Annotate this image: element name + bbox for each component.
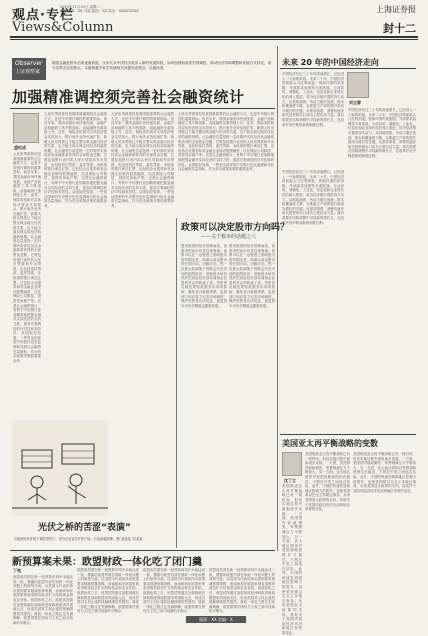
eu-headline: 新预算案未果：欧盟财政一体化吃了闭门羹	[12, 557, 202, 568]
observer-badge	[12, 58, 46, 80]
eu-body-col-1: 欧盟成员国在新一轮预算谈判中未能达成一致，暴露出欧盟内部在财政一体化问题上的深刻分歧。以英国为代表的净出资国要求削减预算规模，而南欧和东欧国家则希望维持甚至扩大结构基金和农业补贴。欧债危机之后，欧盟试图通过加强财政纪律和推进财政联盟来巩固欧元区，但成员国对主权让渡的抵触情绪依然强烈。财政一体化之路注定充满荆棘，欧盟需要在团结与主权之间寻找新的平衡点。	[13, 575, 73, 625]
observer-badge-en: Observer	[15, 60, 43, 67]
us-asia-rule	[280, 434, 416, 435]
eu-body-col-2: 欧盟成员国在新一轮预算谈判中未能达成一致，暴露出欧盟内部在财政一体化问题上的深刻分歧。以英国为代表的净出资国要求削减预算规模，而南欧和东欧国家则希望维持甚至扩大结构基金和农业补贴。欧债危机之后，欧盟试图通过加强财政纪律和推进财政联盟来巩固欧元区，但成员国对主权让渡的抵触情绪依然强烈。财政一体化之路注定充满荆棘，欧盟需要在团结与主权之间寻找新的平衡点。	[77, 568, 139, 614]
china-headline: 未来 20 年的中国经济走向	[282, 58, 379, 67]
header-meta	[60, 5, 170, 13]
author-portrait	[347, 72, 369, 98]
observer-body-col-3: 人民币贷款曾经是我国最重要的社会融资方式，也是中央银行调控的重要指标。但近年来，我国金融市场快速发展，金融产品和融资工具不断创新，直接融资比重持续上升，证券、保险类机构对实体经济资金支持加大，银行表外业务迅速扩张，新增人民币贷款已不能完整反映金融与经济的关系，也不能全面反映实体经济的融资规模。社会融资总量是指一定时期内实体经济从金融体系获得的全部资金总额，它既包括银行表内的人民币贷款和外币贷款，也包括信托贷款、委托贷款、未贴现的银行承兑汇票，还包括企业债券和非金融企业境内股票融资，以及保险公司赔偿、投资性房地产等。完善社会融资统计，有利于中央银行更加精准地把握金融对实体经济的支持力度，提高宏观调控的针对性和有效性。从国际经验看，一些发达国家的中央银行也在监测和分析社会融资总量指标，作为货币政策决策的重要参考。	[178, 112, 274, 172]
us-asia-headline: 美国亚太再平衡战略的变数	[282, 439, 378, 448]
us-asia-body-col-2: 美国推进亚太再平衡战略已有一段时间，但其实施过程中面临诸多变数。一方面，美国国内财政紧张，军费削减压力不断加大；另一方面，亚太地区国家对美国战略意图存在疑虑，不愿在中美之间选边站队。此外，中国的快速发展和地区影响力的提升，也使美国难以完全主导地区事务。未来美国亚太政策的走向，将取决于其国内政治经济状况和地区形势的变化。	[353, 452, 416, 493]
cartoon-caption: 光伏之桥的苦涩“表演”	[38, 523, 131, 533]
header-meta-line: 责任编辑：XX 马骁 版面：XX 电话：XXXXXXXX	[60, 9, 139, 13]
observer-badge-cn: 上证观察家	[15, 69, 41, 75]
column-divider	[277, 46, 278, 551]
eu-body-col-3: 欧盟成员国在新一轮预算谈判中未能达成一致，暴露出欧盟内部在财政一体化问题上的深刻分歧。以英国为代表的净出资国要求削减预算规模，而南欧和东欧国家则希望维持甚至扩大结构基金和农业补贴。欧债危机之后，欧盟试图通过加强财政纪律和推进财政联盟来巩固欧元区，但成员国对主权让渡的抵触情绪依然强烈。财政一体化之路注定充满荆棘，欧盟需要在团结与主权之间寻找新的平衡点。	[143, 568, 205, 614]
observer-headline: 加强精准调控须完善社会融资统计	[12, 88, 245, 106]
author-portrait	[282, 452, 302, 476]
china-rule	[280, 68, 416, 69]
author-name: 刘元春	[349, 100, 361, 105]
author-name: 丁纯	[13, 568, 21, 573]
header-rule	[10, 36, 418, 38]
observer-body-col-0: 人民币贷款曾经是我国最重要的社会融资方式，也是中央银行调控的重要指标。但近年来，我国金融市场快速发展，金融产品和融资工具不断创新，直接融资比重持续上升，证券、保险类机构对实体经济资金支持加大，银行表外业务迅速扩张，新增人民币贷款已不能完整反映金融与经济的关系，也不能全面反映实体经济的融资规模。社会融资总量是指一定时期内实体经济从金融体系获得的全部资金总额，它既包括银行表内的人民币贷款和外币贷款，也包括信托贷款、委托贷款、未贴现的银行承兑汇票，还包括企业债券和非金融企业境内股票融资，以及保险公司赔偿、投资性房地产等。完善社会融资统计，有利于中央银行更加精准地把握金融对实体经济的支持力度，提高宏观调控的针对性和有效性。从国际经验看，一些发达国家的中央银行也在监测和分析社会融资总量指标，作为货币政策决策的重要参考。	[13, 152, 41, 363]
section-title: 观点·专栏	[12, 8, 74, 23]
editor-note: 随着金融危机冲击的逐渐消退，未来几年中国经济将步入新的发展阶段，如何加强和改善宏观调控，推动经济结构调整和发展方式转变，成为各界关注的焦点。本版特邀专家学者就相关问题发表观点，以飨读者。	[52, 61, 272, 70]
observer-rule	[10, 108, 275, 109]
cartoon-credit: 在欧洲光伏补贴下调的背景下，部分企业盲目扩张产能，行业面临洗牌。图/ 某某某 文/某某	[14, 537, 143, 541]
eu-body-col-4: 欧盟成员国在新一轮预算谈判中未能达成一致，暴露出欧盟内部在财政一体化问题上的深刻分歧。以英国为代表的净出资国要求削减预算规模，而南欧和东欧国家则希望维持甚至扩大结构基金和农业补贴。欧债危机之后，欧盟试图通过加强财政纪律和推进财政联盟来巩固欧元区，但成员国对主权让渡的抵触情绪依然强烈。财政一体化之路注定充满荆棘，欧盟需要在团结与主权之间寻找新的平衡点。	[209, 568, 275, 614]
china-body-col-2: 中国经济经过三十年的高速增长，已经进入一个新的阶段。未来二十年，中国经济将面临人口红利消退、资源环境约束加剧、外部需求放缓等多重挑战。与此同时，城镇化、工业化、信息化和农业现代化的深入推进，将为经济增长提供持久动力。从供给面看，劳动力增长放缓，资本积累速度下降，全要素生产率的提升将成为增长的关键。从需求面看，消费将逐步取代投资和出口成为主要拉动力量。我们需要在结构调整中寻找新的增长点，在改革开放中释放新的制度红利。	[348, 108, 416, 158]
stock-subhead: ——关于救市的话题之六	[201, 234, 257, 240]
china-body-col-1b: 中国经济经过三十年的高速增长，已经进入一个新的阶段。未来二十年，中国经济将面临人口红利消退、资源环境约束加剧、外部需求放缓等多重挑战。与此同时，城镇化、工业化、信息化和农业现代化的深入推进，将为经济增长提供持久动力。从供给面看，劳动力增长放缓，资本积累速度下降，全要素生产率的提升将成为增长的关键。从需求面看，消费将逐步取代投资和出口成为主要拉动力量。我们需要在结构调整中寻找新的增长点，在改革开放中释放新的制度红利。	[282, 170, 344, 225]
china-body-col-1: 中国经济经过三十年的高速增长，已经进入一个新的阶段。未来二十年，中国经济将面临人口红利消退、资源环境约束加剧、外部需求放缓等多重挑战。与此同时，城镇化、工业化、信息化和农业现代化的深入推进，将为经济增长提供持久动力。从供给面看，劳动力增长放缓，资本积累速度下降，全要素生产率的提升将成为增长的关键。从需求面看，消费将逐步取代投资和出口成为主要拉动力量。我们需要在结构调整中寻找新的增长点，在改革开放中释放新的制度红利。	[282, 72, 344, 127]
author-name: 盛松成	[14, 145, 26, 150]
author-name: 沈丁立	[284, 478, 296, 483]
us-asia-body-col-1: 美国推进亚太再平衡战略已有一段时间，但其实施过程中面临诸多变数。一方面，美国国内财政紧张，军费削减压力不断加大；另一方面，亚太地区国家对美国战略意图存在疑虑，不愿在中美之间选边站队。此外，中国的快速发展和地区影响力的提升，也使美国难以完全主导地区事务。未来美国亚太政策的走向，将取决于其国内政治经济状况和地区形势的变化。	[305, 452, 350, 512]
section-title-en: Views&Column	[12, 20, 114, 35]
us-asia-body-col-0: 美国推进亚太再平衡战略已有一段时间，但其实施过程中面临诸多变数。一方面，美国国内财政紧张，军费削减压力不断加大；另一方面，亚太地区国家对美国战略意图存在疑虑，不愿在中美之间选边站队。此外，中国的快速发展和地区影响力的提升，也使美国难以完全主导地区事务。未来美国亚太政策的走向，将取决于其国内政治经济状况和地区形势的变化。	[282, 484, 302, 635]
author-portrait	[13, 113, 39, 143]
page-number: 封十二	[383, 22, 416, 35]
newspaper-logo: 上海证券报	[376, 5, 416, 14]
header-meta-line: 2010年11月30日 星期二	[60, 5, 100, 9]
stock-body-col-1: 股市是国民经济的晴雨表，但股市的运行有其自身规律。政策可以在一定程度上影响股市的短期走势，却难以改变股市的长期方向。回顾历史，每一次重大的政策干预都会引发市场的剧烈波动，但最终市场仍然回归到由经济基本面和企业盈利决定的轨道上来。投资者应理性看待政策对市场的影响，避免盲目追涨杀跌。监管部门则应着力完善市场制度，保护投资者合法权益，促进资本市场长期稳定健康发展。	[181, 244, 227, 308]
footer-label: 版面：XX 美编：X	[186, 616, 246, 623]
eu-rule	[10, 550, 275, 551]
observer-body-col-1: 人民币贷款曾经是我国最重要的社会融资方式，也是中央银行调控的重要指标。但近年来，我国金融市场快速发展，金融产品和融资工具不断创新，直接融资比重持续上升，证券、保险类机构对实体经济资金支持加大，银行表外业务迅速扩张，新增人民币贷款已不能完整反映金融与经济的关系，也不能全面反映实体经济的融资规模。社会融资总量是指一定时期内实体经济从金融体系获得的全部资金总额，它既包括银行表内的人民币贷款和外币贷款，也包括信托贷款、委托贷款、未贴现的银行承兑汇票，还包括企业债券和非金融企业境内股票融资，以及保险公司赔偿、投资性房地产等。完善社会融资统计，有利于中央银行更加精准地把握金融对实体经济的支持力度，提高宏观调控的针对性和有效性。从国际经验看，一些发达国家的中央银行也在监测和分析社会融资总量指标，作为货币政策决策的重要参考。	[44, 112, 107, 208]
header-rule-thin	[10, 39, 418, 40]
cartoon-illustration	[12, 420, 108, 516]
stock-body-col-2: 股市是国民经济的晴雨表，但股市的运行有其自身规律。政策可以在一定程度上影响股市的短期走势，却难以改变股市的长期方向。回顾历史，每一次重大的政策干预都会引发市场的剧烈波动，但最终市场仍然回归到由经济基本面和企业盈利决定的轨道上来。投资者应理性看待政策对市场的影响，避免盲目追涨杀跌。监管部门则应着力完善市场制度，保护投资者合法权益，促进资本市场长期稳定健康发展。	[229, 244, 275, 308]
observer-body-col-2: 人民币贷款曾经是我国最重要的社会融资方式，也是中央银行调控的重要指标。但近年来，我国金融市场快速发展，金融产品和融资工具不断创新，直接融资比重持续上升，证券、保险类机构对实体经济资金支持加大，银行表外业务迅速扩张，新增人民币贷款已不能完整反映金融与经济的关系，也不能全面反映实体经济的融资规模。社会融资总量是指一定时期内实体经济从金融体系获得的全部资金总额，它既包括银行表内的人民币贷款和外币贷款，也包括信托贷款、委托贷款、未贴现的银行承兑汇票，还包括企业债券和非金融企业境内股票融资，以及保险公司赔偿、投资性房地产等。完善社会融资统计，有利于中央银行更加精准地把握金融对实体经济的支持力度，提高宏观调控的针对性和有效性。从国际经验看，一些发达国家的中央银行也在监测和分析社会融资总量指标，作为货币政策决策的重要参考。	[111, 112, 174, 208]
column-divider	[176, 218, 177, 548]
stock-headline: 政策可以决定股市方向吗？	[181, 223, 290, 233]
